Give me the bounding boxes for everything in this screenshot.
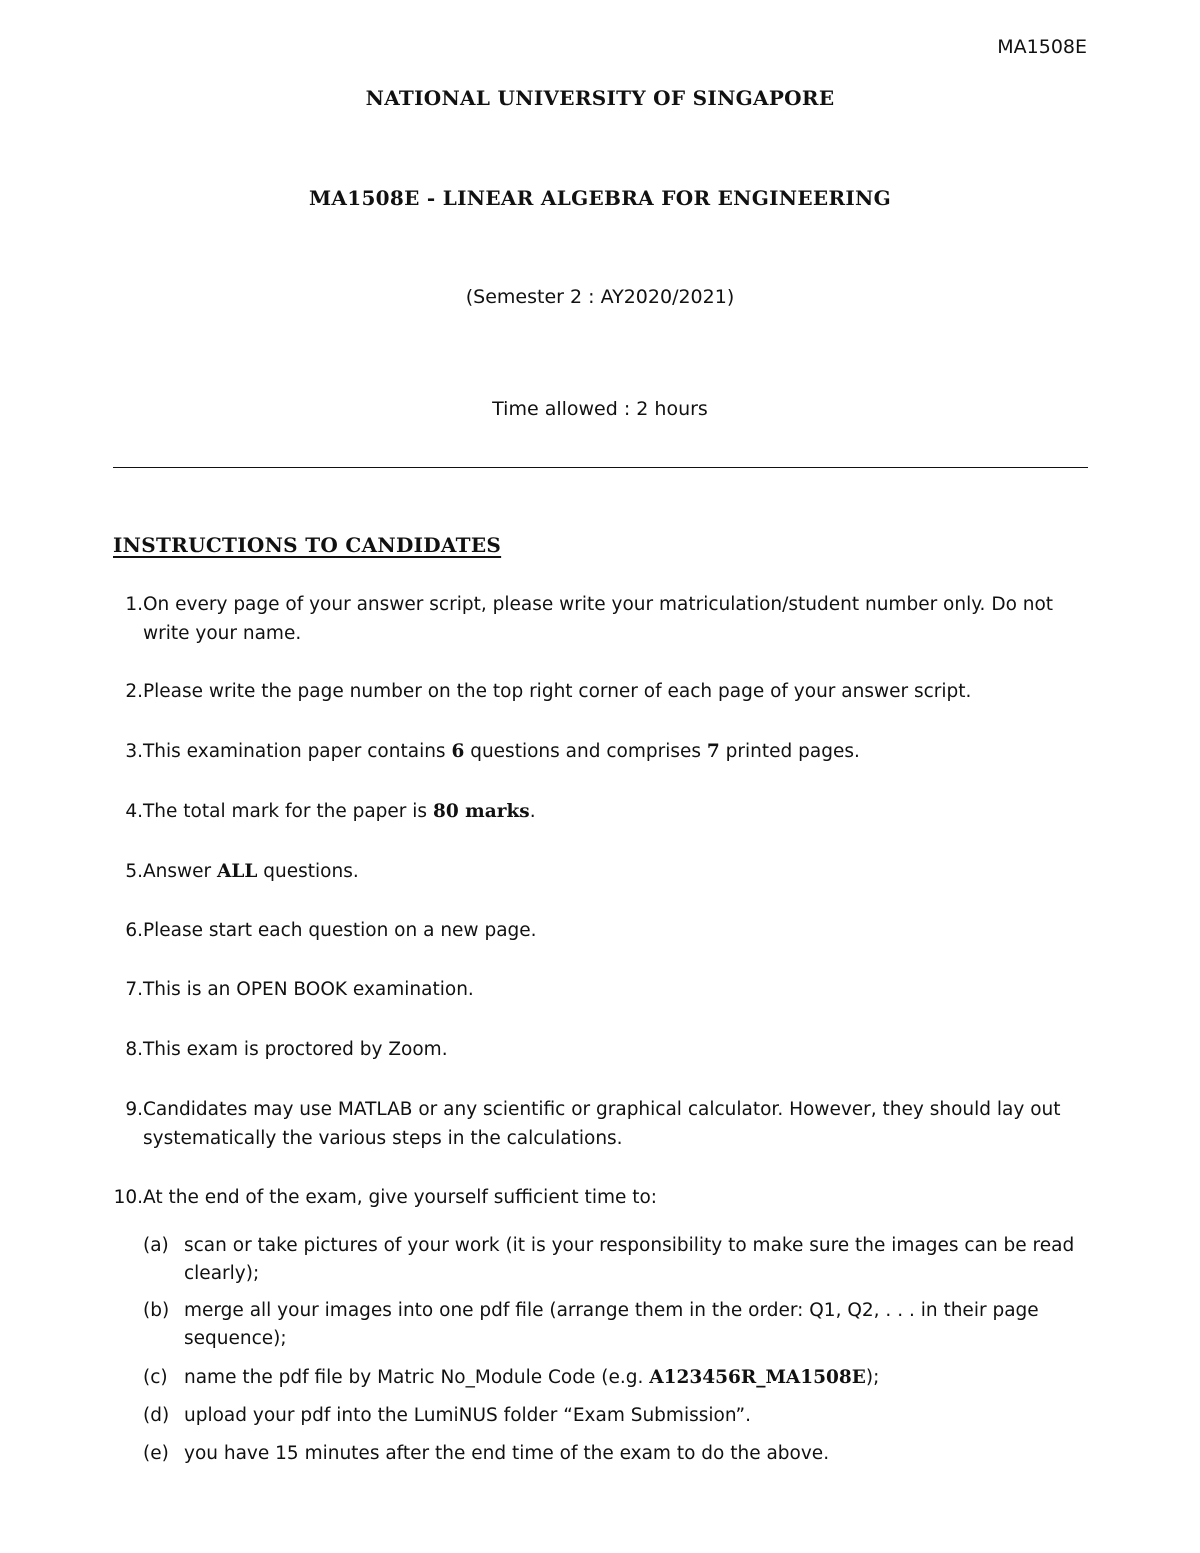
instruction-8: [113, 1035, 1088, 1064]
instruction-6: [113, 916, 1088, 945]
subitem-text: name the pdf file by Matric No_Module Code (e.g. A123456R_MA1508E);: [184, 1367, 880, 1388]
subitem-text: scan or take pictures of your work (it is your responsibility to make sure the images can be read clearly);: [184, 1235, 1075, 1284]
instruction-4: [113, 797, 1088, 826]
instruction-number: 3.: [125, 741, 143, 762]
subitem-label: (a): [143, 1235, 169, 1256]
divider: [113, 467, 1088, 468]
subitem-b: [143, 1297, 1088, 1353]
subitem-text: you have 15 minutes after the end time of the exam to do the above.: [184, 1443, 830, 1464]
instruction-text: At the end of the exam, give yourself sufficient time to:: [143, 1187, 658, 1208]
instruction-number: 5.: [125, 861, 143, 882]
instruction-text: The total mark for the paper is 80 marks.: [143, 801, 536, 822]
instructions-heading: INSTRUCTIONS TO CANDIDATES: [113, 533, 502, 557]
filename-example: A123456R_MA1508E: [649, 1367, 866, 1388]
module-title: MA1508E - LINEAR ALGEBRA FOR ENGINEERING: [308, 186, 892, 210]
instruction-text: Please write the page number on the top right corner of each page of your answer script.: [143, 681, 972, 702]
instruction-9: [113, 1095, 1088, 1153]
instruction-number: 10.: [113, 1187, 143, 1208]
instruction-text: On every page of your answer script, please write your matriculation/student number only. Do not write your name.: [143, 594, 1054, 644]
instruction-1: [113, 590, 1088, 648]
instruction-5: [113, 857, 1088, 886]
subitem-e: [143, 1440, 1088, 1468]
instruction-number: 6.: [125, 920, 143, 941]
instruction-text: Please start each question on a new page.: [143, 920, 537, 941]
subitem-c: [143, 1364, 1088, 1392]
instruction-text: Candidates may use MATLAB or any scientific or graphical calculator. However, they should lay out systematically the various steps in the calculations.: [143, 1099, 1061, 1149]
instruction-7: [113, 975, 1088, 1004]
subitem-label: (e): [143, 1443, 169, 1464]
instruction-3: [113, 737, 1088, 766]
subitem-a: [143, 1232, 1088, 1288]
subitem-text: merge all your images into one pdf file (arrange them in the order: Q1, Q2, . . . in their page sequence);: [184, 1300, 1039, 1349]
question-count: 6: [451, 741, 465, 762]
instruction-number: 8.: [125, 1039, 143, 1060]
subitem-d: [143, 1402, 1088, 1430]
subitem-label: (b): [143, 1300, 170, 1321]
instruction-number: 7.: [125, 979, 143, 1000]
instruction-number: 2.: [125, 681, 143, 702]
instruction-number: 4.: [125, 801, 143, 822]
university-name: NATIONAL UNIVERSITY OF SINGAPORE: [365, 86, 835, 110]
instruction-text: This exam is proctored by Zoom.: [143, 1039, 448, 1060]
subitem-label: (c): [143, 1367, 168, 1388]
instruction-text: This is an OPEN BOOK examination.: [143, 979, 474, 1000]
total-marks: 80 marks: [432, 801, 530, 822]
subitem-text: upload your pdf into the LumiNUS folder “Exam Submission”.: [184, 1405, 752, 1426]
all-emphasis: ALL: [217, 861, 258, 882]
instruction-text: Answer ALL questions.: [143, 861, 359, 882]
page-count: 7: [706, 741, 720, 762]
instruction-text: This examination paper contains 6 questions and comprises 7 printed pages.: [143, 741, 860, 762]
time-allowed: Time allowed : 2 hours: [492, 398, 708, 420]
instruction-2: [113, 677, 1088, 706]
instruction-number: 9.: [125, 1099, 143, 1120]
instruction-10: [113, 1183, 1088, 1212]
subitem-label: (d): [143, 1405, 170, 1426]
semester-line: (Semester 2 : AY2020/2021): [465, 286, 735, 308]
header-module-code: MA1508E: [997, 36, 1087, 58]
instruction-number: 1.: [125, 594, 143, 615]
